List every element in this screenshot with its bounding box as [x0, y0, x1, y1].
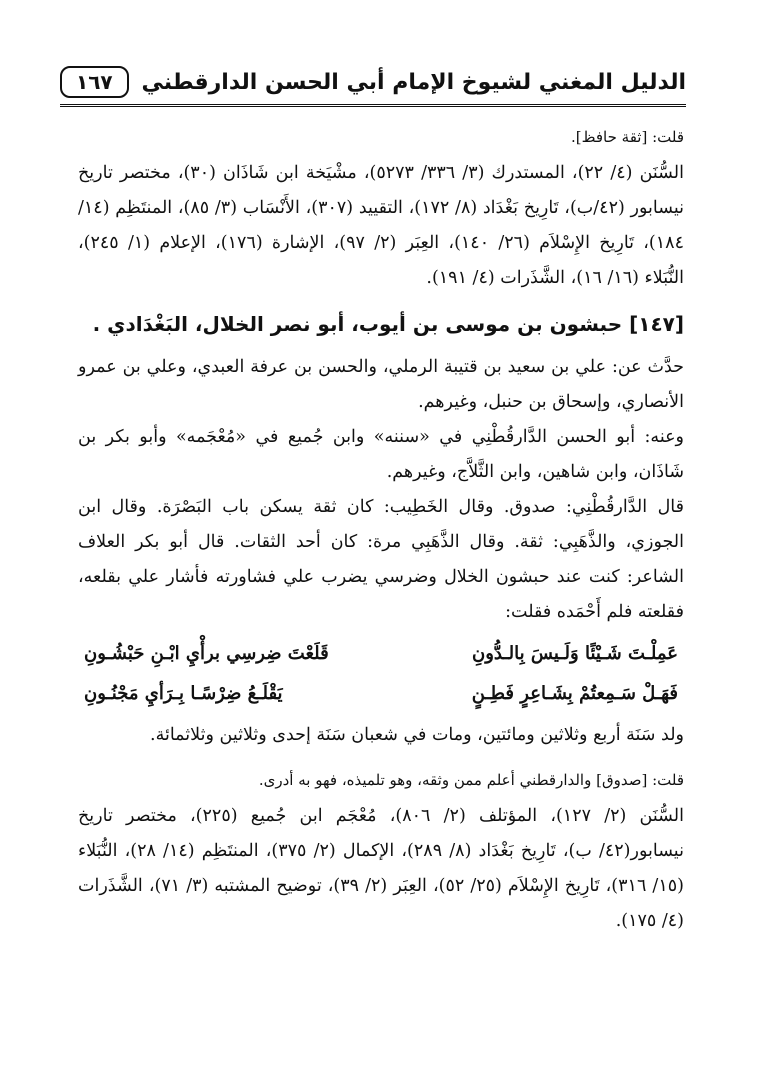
- entry-narrators: وعنه: أبو الحسن الدَّارقُطْنِي في «سننه» وابن جُميع في «مُعْجَمه» وأبو بكر بن شَاذَان، وابن شاهين، وابن الثَّلاَّج، وغيرهم.: [78, 427, 684, 482]
- hemistich-first: عَمِلْـتَ شَـيْئًا وَلَـيسَ بِالـدُّونِ: [472, 643, 678, 664]
- entry-narrated-from: حدَّث عن: علي بن سعيد بن قتيبة الرملي، والحسن بن عرفة العبدي، وعلي بن عمرو الأنصاري، وإسحاق بن حنبل، وغيرهم.: [78, 357, 684, 412]
- running-title: الدليل المغني لشيوخ الإمام أبي الحسن الدارقطني: [141, 69, 686, 95]
- hemistich-first: فَهَـلْ سَـمِعتُمْ بِشَـاعِرٍ فَطِـنٍ: [471, 683, 678, 704]
- page-number: ١٦٧: [60, 66, 129, 98]
- entry-statements: قال الدَّارقُطْنِي: صدوق. وقال الخَطِيب: كان ثقة يسكن باب البَصْرَة. وقال ابن الجوزي، والذَّهَبِي: ثقة. وقال الذَّهَبِي مرة: كان أحد الثقات. قال أبو بكر العلاف الشاعر: كنت عند حبشون الخلال وضرسي يضرب علي فشاورته فأشار علي بقلعه، فقلعته فلم أَحْمَده فقلت:: [78, 497, 684, 622]
- page-content: [78, 118, 684, 939]
- entry-note: قلت: [صدوق] والدارقطني أعلم ممن وثقه، وهو تلميذه، فهو به أدرى.: [258, 771, 684, 789]
- poem: [78, 634, 684, 714]
- entry-sources: السُّنَن (٢/ ١٢٧)، المؤتلف (٢/ ٨٠٦)، مُعْجَم ابن جُميع (٢٢٥)، مختصر تاريخ نيسابور(٤٢/ ب)، تَارِيخ بَغْدَاد (٨/ ٢٨٩)، الإكمال (٢/ ٣٧٥)، المنتَظِم (١٤/ ٢٨)، النُّبَلاء (١٥/ ٣١٦)، تَارِيخ الإِسْلاَم (٢٥/ ٥٢)، العِبَر (٢/ ٣٩)، توضيح المشتبه (٣/ ٧١)، الشَّذَرات (٤/ ١٧٥).: [78, 806, 684, 931]
- page-header: [60, 62, 686, 102]
- header-rule: [60, 104, 686, 110]
- hemistich-second: يَقْلَـعُ ضِرْسًـا بِـرَأيِ مَجْنُـونِ: [84, 683, 283, 704]
- spacer: [78, 753, 684, 761]
- prev-entry-note: قلت: [ثقة حافظ].: [571, 128, 684, 146]
- poem-verse: [78, 674, 684, 714]
- poem-verse: [78, 634, 684, 674]
- prev-entry-sources: السُّنَن (٤/ ٢٢)، المستدرك (٣/ ٣٣٦/ ٥٢٧٣)، مشْيَخة ابن شَاذَان (٣٠)، مختصر تاريخ نيسابور (٤٢/ب)، تَارِيخ بَغْدَاد (٨/ ١٧٢)، التقييد (٣٠٧)، الأَنْسَاب (٣/ ٨٥)، المنتَظِم (١٤/ ١٨٤)، تَارِيخ الإِسْلاَم (٢٦/ ١٤٠)، العِبَر (٢/ ٩٧)، الإشارة (١٧٦)، الإعلام (١/ ٢٤٥)، النُّبَلاء (١٦/ ١٦)، الشَّذَرات (٤/ ١٩١).: [78, 163, 684, 288]
- hemistich-second: قَلَعْتَ ضِرسِي برأْيِ ابْـنِ حَبْشُـونِ: [84, 643, 329, 664]
- entry-heading: [١٤٧] حبشون بن موسى بن أيوب، أبو نصر الخلال، البَغْدَادي .: [92, 312, 684, 336]
- entry-birth-death: ولد سَنَة أربع وثلاثين ومائتين، ومات في شعبان سَنَة إحدى وثلاثين وثلاثمائة.: [150, 725, 684, 745]
